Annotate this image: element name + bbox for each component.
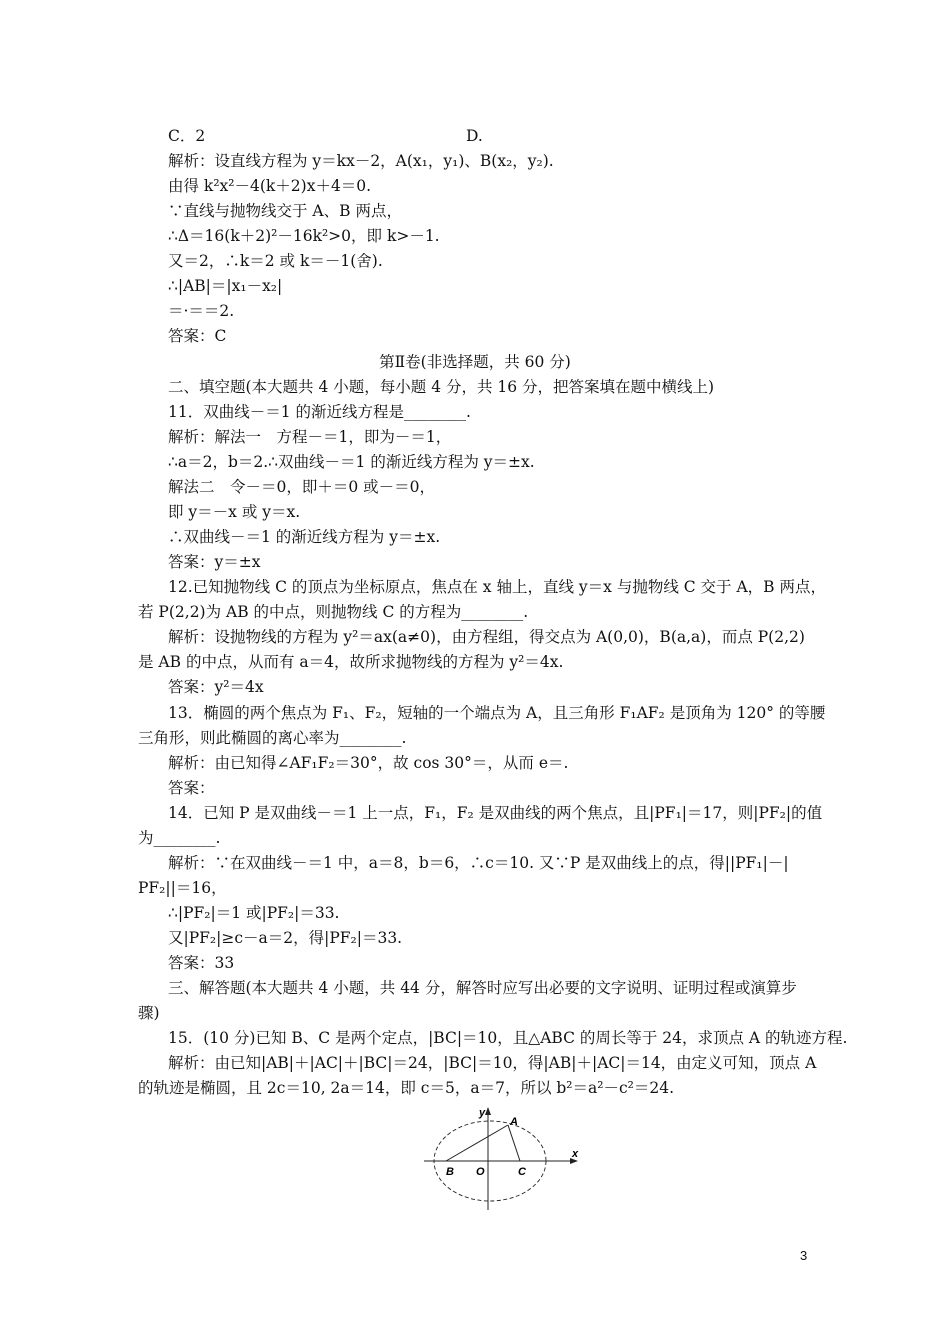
text-line: 答案： bbox=[168, 779, 215, 797]
text-line: 解析：解法一 方程－＝1，即为－＝1， bbox=[168, 428, 452, 446]
text-line: 若 P(2,2)为 AB 的中点，则抛物线 C 的方程为________. bbox=[138, 603, 529, 621]
text-line: 又＝2，∴k＝2 或 k＝－1(舍). bbox=[168, 252, 383, 270]
text-line: 三角形，则此椭圆的离心率为________. bbox=[138, 729, 407, 747]
text-line: ＝·＝＝2. bbox=[168, 302, 235, 320]
text-line: 答案：33 bbox=[168, 954, 235, 972]
text-line: 二、填空题(本大题共 4 小题，每小题 4 分，共 16 分，把答案填在题中横线上) bbox=[168, 378, 715, 396]
page-number: 3 bbox=[800, 1248, 808, 1263]
origin-label: O bbox=[476, 1166, 485, 1178]
text-line: 解析：由已知得∠AF₁F₂＝30°，故 cos 30°＝，从而 e＝. bbox=[168, 754, 569, 772]
point-a-label: A bbox=[510, 1116, 518, 1128]
text-line: ∴双曲线－＝1 的渐近线方程为 y＝±x. bbox=[168, 528, 441, 546]
text-line: 骤) bbox=[138, 1004, 160, 1022]
text-line: ∴|PF₂|＝1 或|PF₂|＝33. bbox=[168, 904, 340, 922]
point-c-label: C bbox=[518, 1166, 526, 1178]
text-line: 14．已知 P 是双曲线－＝1 上一点，F₁，F₂ 是双曲线的两个焦点，且|PF₁|＝17，则|PF₂|的值 bbox=[168, 804, 823, 822]
text-line: 13．椭圆的两个焦点为 F₁、F₂，短轴的一个端点为 A，且三角形 F₁AF₂ 是顶角为 120° 的等腰 bbox=[168, 704, 826, 722]
text-line: 答案：C bbox=[168, 327, 227, 345]
text-line: 解析：设抛物线的方程为 y²＝ax(a≠0)，由方程组，得交点为 A(0,0)，B(a,a)，而点 P(2,2) bbox=[168, 628, 805, 646]
text-line: 解法二 令－＝0，即＋＝0 或－＝0， bbox=[168, 478, 436, 496]
y-axis-label: y bbox=[479, 1107, 486, 1119]
text-line: 第Ⅱ卷(非选择题，共 60 分) bbox=[379, 353, 571, 371]
text-line: C．2 bbox=[168, 127, 206, 145]
text-line: 是 AB 的中点，从而有 a＝4，故所求抛物线的方程为 y²＝4x. bbox=[138, 653, 564, 671]
text-line: 即 y＝－x 或 y＝x. bbox=[168, 503, 301, 521]
y-axis-arrow bbox=[485, 1107, 491, 1115]
point-b-label: B bbox=[446, 1166, 454, 1178]
text-line: 三、解答题(本大题共 4 小题，共 44 分，解答时应写出必要的文字说明、证明过程或演算步 bbox=[168, 979, 797, 997]
text-line: ∴|AB|＝|x₁－x₂| bbox=[168, 277, 283, 295]
text-line: ∴a＝2，b＝2.∴双曲线－＝1 的渐近线方程为 y＝±x. bbox=[168, 453, 535, 471]
text-line: 15．(10 分)已知 B、C 是两个定点，|BC|＝10，且△ABC 的周长等于 24，求顶点 A 的轨迹方程. bbox=[168, 1029, 848, 1047]
text-line: 解析：∵在双曲线－＝1 中，a＝8，b＝6，∴c＝10. 又∵P 是双曲线上的点，得||PF₁|－| bbox=[168, 854, 789, 872]
text-line: 12.已知抛物线 C 的顶点为坐标原点，焦点在 x 轴上，直线 y＝x 与抛物线 C 交于 A，B 两点， bbox=[168, 578, 826, 596]
text-line: 由得 k²x²－4(k＋2)x＋4＝0. bbox=[168, 177, 372, 195]
text-line: ∴Δ＝16(k＋2)²－16k²>0，即 k>－1. bbox=[168, 227, 440, 245]
text-line: 解析：由已知|AB|＋|AC|＋|BC|＝24，|BC|＝10，得|AB|＋|AC|＝14，由定义可知，顶点 A bbox=[168, 1054, 817, 1072]
text-line: 又|PF₂|≥c－a＝2，得|PF₂|＝33. bbox=[168, 929, 403, 947]
ellipse-triangle-diagram bbox=[420, 1105, 580, 1215]
text-line: 解析：设直线方程为 y＝kx－2，A(x₁，y₁)、B(x₂，y₂). bbox=[168, 152, 554, 170]
triangle-side-ac bbox=[508, 1125, 520, 1161]
x-axis-label: x bbox=[572, 1148, 579, 1160]
text-line: 答案：y＝±x bbox=[168, 553, 261, 571]
text-line: 为________. bbox=[138, 829, 221, 847]
text-line: PF₂||＝16， bbox=[138, 879, 227, 897]
text-line: 答案：y²＝4x bbox=[168, 678, 264, 696]
text-line: 的轨迹是椭圆，且 2c＝10, 2a＝14，即 c＝5，a＝7，所以 b²＝a²－c²＝24. bbox=[138, 1079, 675, 1097]
text-line: D. bbox=[466, 127, 483, 145]
text-line: ∵直线与抛物线交于 A、B 两点， bbox=[168, 202, 402, 220]
triangle-side-ba bbox=[446, 1125, 508, 1161]
text-line: 11．双曲线－＝1 的渐近线方程是________. bbox=[168, 403, 471, 421]
